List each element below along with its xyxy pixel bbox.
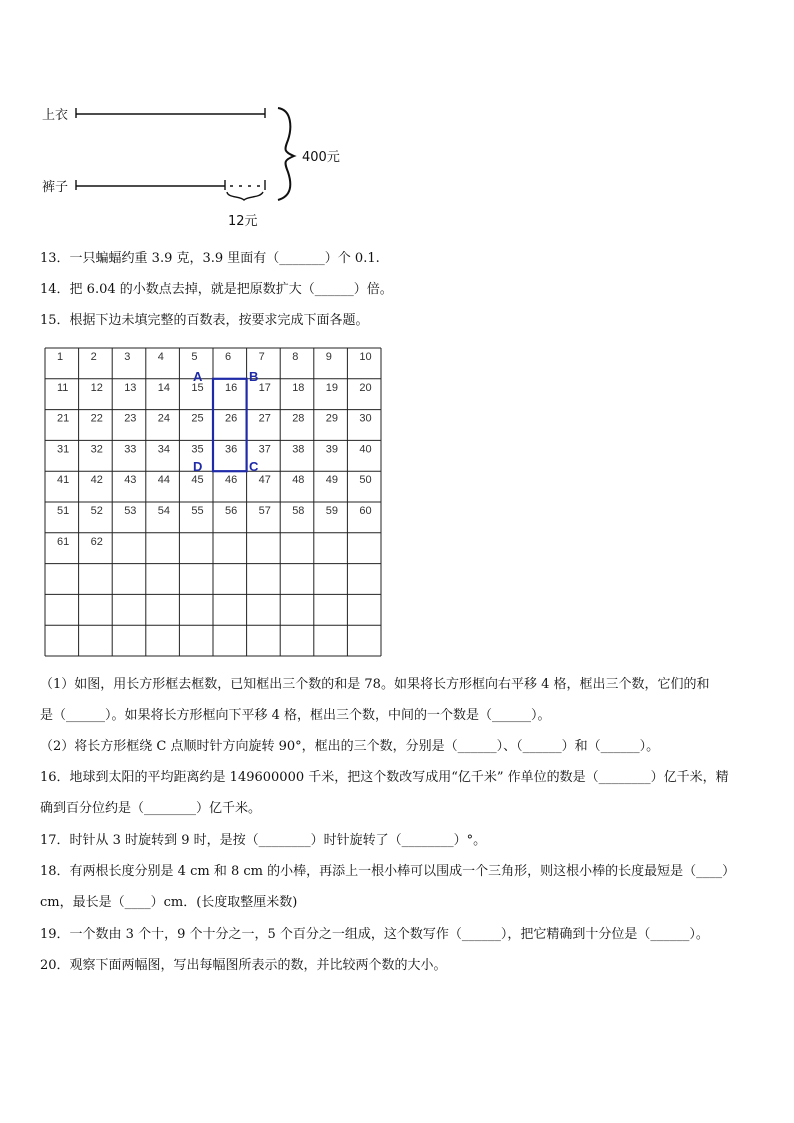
question-14: 14．把 6.04 的小数点去掉，就是把原数扩大（______）倍。 bbox=[40, 282, 393, 297]
diagram-bottom-label: 裤子 bbox=[42, 180, 69, 195]
hundred-chart-table bbox=[44, 347, 384, 657]
chart-cell-number: 50 bbox=[359, 474, 372, 487]
chart-cell-number: 43 bbox=[124, 474, 137, 487]
question-18-line2: cm，最长是（____）cm．(长度取整厘米数) bbox=[40, 895, 298, 910]
chart-cell-number: 53 bbox=[124, 505, 137, 517]
chart-cell-number: 42 bbox=[90, 474, 103, 487]
chart-cell-number: 58 bbox=[292, 505, 305, 517]
chart-cell-number: 32 bbox=[90, 443, 103, 456]
chart-cell-number: 20 bbox=[359, 381, 372, 394]
diagram-diff-label: 12元 bbox=[228, 214, 258, 229]
chart-cell-number: 15 bbox=[191, 381, 204, 394]
chart-cell-number: 61 bbox=[57, 535, 70, 548]
chart-cell-number: 12 bbox=[90, 381, 103, 394]
chart-cell-number: 30 bbox=[359, 412, 372, 425]
chart-cell-number: 25 bbox=[191, 412, 204, 425]
chart-cell-number: 14 bbox=[157, 381, 171, 394]
question-16-line2: 确到百分位约是（________）亿千米。 bbox=[40, 801, 262, 816]
chart-cell-number: 22 bbox=[90, 412, 103, 425]
chart-cell-number: 52 bbox=[90, 505, 103, 517]
chart-cell-number: 19 bbox=[325, 381, 339, 394]
chart-cell-number: 48 bbox=[292, 474, 305, 487]
chart-cell-number: 8 bbox=[292, 351, 299, 363]
chart-cell-number: 40 bbox=[359, 443, 372, 456]
chart-cell-number: 44 bbox=[157, 474, 171, 487]
chart-cell-number: 56 bbox=[225, 505, 238, 517]
corner-label-b: B bbox=[249, 369, 259, 384]
question-15-1-line2: 是（______）。如果将长方形框向下平移 4 格，框出三个数，中间的一个数是（______）。 bbox=[40, 708, 551, 723]
question-19: 19．一个数由 3 个十，9 个十分之一，5 个百分之一组成，这个数写作（______），把它精确到十分位是（______）。 bbox=[40, 927, 709, 942]
question-17: 17．时针从 3 时旋转到 9 时，是按（________）时针旋转了（________）°。 bbox=[40, 833, 487, 848]
corner-label-a: A bbox=[193, 369, 203, 384]
chart-cell-number: 62 bbox=[90, 535, 103, 548]
chart-cell-number: 5 bbox=[191, 351, 198, 363]
chart-cell-number: 59 bbox=[325, 505, 339, 517]
chart-cell-number: 17 bbox=[258, 381, 271, 394]
chart-cell-number: 1 bbox=[57, 351, 64, 363]
corner-label-c: C bbox=[249, 459, 259, 474]
question-20: 20．观察下面两幅图，写出每幅图所表示的数，并比较两个数的大小。 bbox=[40, 958, 447, 973]
hundred-chart-numbers bbox=[57, 351, 372, 548]
question-18-line1: 18．有两根长度分别是 4 cm 和 8 cm 的小棒，再添上一根小棒可以围成一个三角形，则这根小棒的长度最短是（____） bbox=[40, 864, 736, 879]
chart-cell-number: 23 bbox=[124, 412, 137, 425]
chart-cell-number: 60 bbox=[359, 505, 372, 517]
chart-cell-number: 54 bbox=[157, 505, 171, 517]
chart-cell-number: 11 bbox=[57, 381, 69, 394]
chart-cell-number: 13 bbox=[124, 381, 137, 394]
chart-cell-number: 9 bbox=[325, 351, 332, 363]
chart-cell-number: 35 bbox=[191, 443, 204, 456]
chart-cell-number: 4 bbox=[157, 351, 164, 363]
chart-cell-number: 6 bbox=[225, 351, 232, 363]
chart-cell-number: 27 bbox=[258, 412, 271, 425]
diagram-top-label: 上衣 bbox=[42, 108, 69, 123]
question-15-2: （2）将长方形框绕 C 点顺时针方向旋转 90°，框出的三个数，分别是（______）、（______）和（______）。 bbox=[40, 739, 660, 754]
chart-cell-number: 41 bbox=[57, 474, 70, 487]
chart-cell-number: 10 bbox=[359, 351, 372, 363]
chart-cell-number: 37 bbox=[258, 443, 271, 456]
chart-cell-number: 38 bbox=[292, 443, 305, 456]
chart-cell-number: 33 bbox=[124, 443, 137, 456]
chart-cell-number: 26 bbox=[225, 412, 238, 425]
question-15-1-line1: （1）如图，用长方形框去框数，已知框出三个数的和是 78。如果将长方形框向右平移 4 格，框出三个数，它们的和 bbox=[40, 677, 710, 692]
chart-cell-number: 3 bbox=[124, 351, 131, 363]
chart-cell-number: 51 bbox=[57, 505, 70, 517]
corner-label-d: D bbox=[193, 459, 203, 474]
question-16-line1: 16．地球到太阳的平均距离约是 149600000 千米，把这个数改写成用“亿千米” 作单位的数是（________）亿千米，精 bbox=[40, 770, 729, 785]
diagram-total-label: 400元 bbox=[302, 150, 340, 165]
chart-cell-number: 39 bbox=[325, 443, 339, 456]
chart-cell-number: 2 bbox=[90, 351, 97, 363]
chart-cell-number: 45 bbox=[191, 474, 204, 487]
question-13: 13．一只蝙蝠约重 3.9 克，3.9 里面有（_______）个 0.1. bbox=[40, 251, 380, 266]
chart-cell-number: 34 bbox=[157, 443, 171, 456]
chart-cell-number: 47 bbox=[258, 474, 271, 487]
chart-cell-number: 36 bbox=[225, 443, 238, 456]
chart-cell-number: 7 bbox=[258, 351, 265, 363]
chart-cell-number: 55 bbox=[191, 505, 204, 517]
chart-cell-number: 29 bbox=[325, 412, 339, 425]
segment-diagram bbox=[70, 100, 310, 230]
chart-cell-number: 16 bbox=[225, 381, 238, 394]
chart-cell-number: 21 bbox=[57, 412, 70, 425]
chart-cell-number: 57 bbox=[258, 505, 271, 517]
chart-cell-number: 46 bbox=[225, 474, 238, 487]
chart-cell-number: 28 bbox=[292, 412, 305, 425]
chart-cell-number: 49 bbox=[325, 474, 339, 487]
chart-cell-number: 24 bbox=[157, 412, 171, 425]
question-15: 15．根据下边未填完整的百数表，按要求完成下面各题。 bbox=[40, 313, 369, 328]
chart-cell-number: 18 bbox=[292, 381, 305, 394]
chart-cell-number: 31 bbox=[57, 443, 70, 456]
